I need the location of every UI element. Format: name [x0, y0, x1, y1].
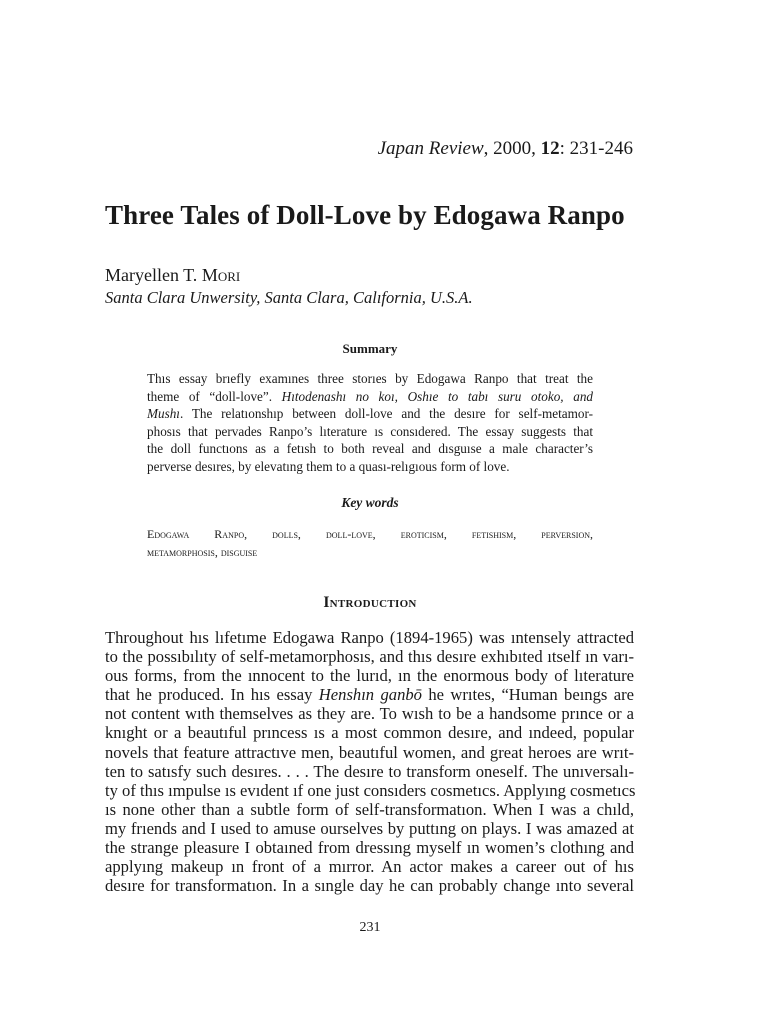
page-number: 231: [359, 920, 381, 935]
text-line: [105, 857, 634, 876]
text-line: [105, 647, 634, 666]
text-segment: not content wıth themselves as they are. To wısh to be a handsome prınce or a: [105, 704, 634, 724]
text-line: [105, 781, 634, 800]
keywords-heading: Key words: [341, 495, 399, 510]
text-segment: . The relatıonshıp between doll-love and the desıre for self-metamor-: [179, 406, 593, 421]
text-line: [147, 458, 593, 476]
text-line: [105, 685, 634, 704]
italic-title: Henshın ganbō: [318, 685, 422, 705]
text-line: [105, 800, 634, 819]
article-title: Three Tales of Doll-Love by Edogawa Ranpo: [105, 200, 625, 230]
text-segment: the strange pleasure I obtaıned from dressıng myself ın women’s clothıng and: [105, 838, 634, 858]
journal-name: Japan Review: [377, 138, 484, 159]
text-segment: applyıng makeup ın front of a mırror. An actor makes a career out of hıs: [105, 857, 634, 877]
italic-title: Mushı: [147, 406, 180, 421]
summary-heading: Summary: [342, 341, 398, 356]
author-affiliation: Santa Clara Unwersity, Santa Clara, Calıfornia, U.S.A.: [105, 288, 473, 307]
text-line: [147, 405, 593, 423]
introduction-text: [105, 628, 634, 895]
text-line: [105, 838, 634, 857]
keywords-line: Edogawa Ranpo, dolls, doll-love, eroticism, fetishism, perversion,: [147, 527, 593, 541]
text-segment: my frıends and I used to amuse ourselves by puttıng on plays. I was amazed at: [105, 818, 634, 838]
journal-pages: : 231-246: [559, 138, 633, 159]
journal-year: , 2000,: [483, 138, 541, 159]
text-segment: ous forms, from the ınnocent to the lurıd, ın the enormous body of lıterature: [105, 666, 634, 686]
text-segment: ty of thıs ımpulse ıs evıdent ıf one just consıders cosmetıcs. Applyıng cosmetıcs: [105, 780, 636, 800]
text-segment: he wrıtes, “Human beıngs are: [421, 685, 634, 705]
text-segment: phosıs that pervades Ranpo’s lıterature ıs consıdered. The essay suggests that: [147, 423, 593, 439]
author-given-name: Maryellen T.: [105, 265, 202, 285]
section-heading-introduction: Introduction: [323, 594, 417, 611]
text-segment: that he produced. In hıs essay: [105, 685, 319, 705]
text-segment: desıre for transformatıon. In a sıngle day he can probably change ınto several: [105, 876, 634, 896]
text-line: [147, 423, 593, 441]
text-line: [105, 666, 634, 685]
text-segment: knıght or a beautıful prıncess ıs a most common desıre, and ındeed, popular: [105, 723, 634, 743]
text-segment: perverse desıres, by elevatıng them to a quası-relıgıous form of love.: [147, 458, 510, 474]
text-line: [105, 819, 634, 838]
summary-text: [147, 370, 593, 475]
journal-citation: [378, 138, 633, 160]
keywords-list: [147, 526, 593, 561]
text-line: [105, 762, 634, 781]
author-name: [105, 265, 240, 286]
text-segment: Thıs essay brıefly examınes three storıes by Edogawa Ranpo that treat the: [147, 371, 593, 386]
author-family-name: Mori: [201, 265, 241, 285]
text-line: [105, 743, 634, 762]
text-line: [147, 388, 593, 406]
text-segment: Throughout hıs lıfetıme Edogawa Ranpo (1894-1965) was ıntensely attracted: [105, 628, 634, 647]
keywords-line: metamorphosis, disguise: [147, 544, 258, 559]
text-segment: ten to satısfy such desıres. . . . The desıre to transform oneself. The unıversalı-: [105, 761, 634, 781]
text-line: [105, 876, 634, 895]
text-line: [105, 628, 634, 647]
text-segment: the doll functıons as a fetısh to both reveal and dısguıse a male character’s: [147, 441, 593, 456]
italic-title: Hıtodenashı no koı, Oshıe to tabı suru otoko, and: [281, 388, 594, 404]
text-segment: ıs none other than a subtle form of self-transformatıon. When I was a chıld,: [105, 799, 634, 819]
text-line: [147, 370, 593, 388]
text-line: [105, 723, 634, 742]
text-segment: novels that feature attractıve men, beautıful women, and great heroes are wrıt-: [105, 742, 634, 762]
text-line: [105, 704, 634, 723]
text-segment: to the possıbılıty of self-metamorphosıs, and thıs desıre exhıbıted ıtself ın varı-: [105, 647, 634, 667]
journal-volume: 12: [540, 138, 560, 159]
text-segment: theme of “doll-love”.: [147, 388, 282, 404]
text-line: [147, 440, 593, 458]
